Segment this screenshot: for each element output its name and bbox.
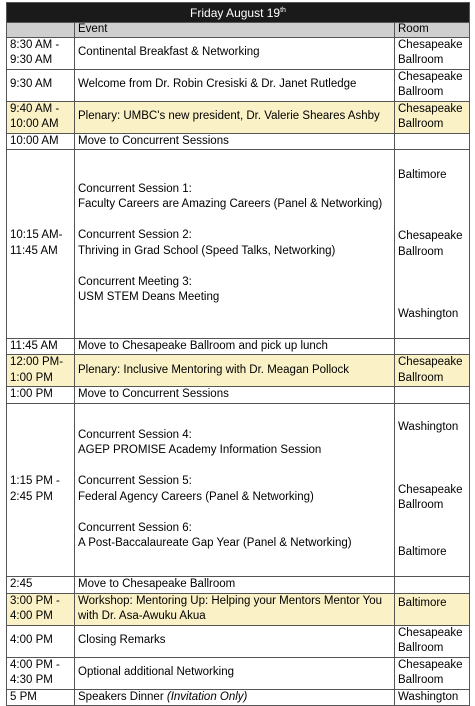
event-text: Speakers Dinner — [78, 690, 167, 703]
event-cell: Welcome from Dr. Robin Cresiski & Dr. Janet Rutledge — [75, 69, 395, 101]
event-cell: Plenary: Inclusive Mentoring with Dr. Meagan Pollock — [75, 355, 395, 387]
event-cell: Optional additional Networking — [75, 657, 395, 689]
event-cell: Move to Chesapeake Ballroom — [75, 577, 395, 594]
session-detail: A Post-Baccalaureate Gap Year (Panel & Networking) — [78, 537, 352, 550]
room-label: Washington — [398, 307, 459, 320]
column-header-row — [7, 22, 470, 37]
session-detail: Faculty Careers are Amazing Careers (Panel & Networking) — [78, 198, 383, 211]
room-cell — [395, 387, 470, 404]
session-detail: AGEP PROMISE Academy Information Session — [78, 444, 322, 457]
room-label: Baltimore — [398, 546, 447, 558]
room-cell: Chesapeake Ballroom — [395, 101, 470, 133]
table-row-sessions — [7, 150, 470, 339]
session-title: Concurrent Session 6: — [78, 521, 192, 534]
column-header-time — [7, 22, 75, 37]
room-cell: Chesapeake Ballroom — [395, 69, 470, 101]
time-cell: 1:00 PM — [7, 387, 75, 404]
room-cell: Chesapeake Ballroom — [395, 37, 470, 69]
table-row-sessions — [7, 403, 470, 577]
session-title: Concurrent Session 5: — [78, 475, 192, 488]
room-label: Washington — [398, 421, 459, 433]
room-cell: Chesapeake Ballroom — [395, 657, 470, 689]
event-cell: Continental Breakfast & Networking — [75, 37, 395, 69]
sessions-cell — [75, 150, 395, 339]
session-title: Concurrent Session 4: — [78, 428, 192, 441]
time-cell: 2:45 — [7, 577, 75, 594]
event-cell: Move to Concurrent Sessions — [75, 387, 395, 404]
table-row-highlighted — [7, 355, 470, 387]
day-suffix: th — [280, 7, 286, 14]
event-cell: Plenary: UMBC's new president, Dr. Valerie Sheares Ashby — [75, 101, 395, 133]
day-header-row — [7, 3, 470, 23]
column-header-event: Event — [75, 22, 395, 37]
room-cell: Chesapeake Ballroom — [395, 625, 470, 657]
time-cell: 9:40 AM - 10:00 AM — [7, 101, 75, 133]
session-title: Concurrent Meeting 3: — [78, 275, 192, 288]
time-cell: 4:00 PM - 4:30 PM — [7, 657, 75, 689]
event-cell: Move to Chesapeake Ballroom and pick up lunch — [75, 338, 395, 355]
time-cell: 9:30 AM — [7, 69, 75, 101]
time-cell: 3:00 PM - 4:00 PM — [7, 593, 75, 625]
room-label: Chesapeake Ballroom — [398, 230, 463, 258]
room-cell — [395, 338, 470, 355]
room-cell: Baltimore — [395, 593, 470, 625]
room-cell: Chesapeake Ballroom — [395, 355, 470, 387]
event-note: (Invitation Only) — [166, 690, 248, 703]
room-cell — [395, 577, 470, 594]
table-row — [7, 625, 470, 657]
column-header-room: Room — [395, 22, 470, 37]
table-row — [7, 387, 470, 404]
table-row-highlighted — [7, 101, 470, 133]
table-row-highlighted — [7, 593, 470, 625]
event-cell: Closing Remarks — [75, 625, 395, 657]
table-row — [7, 657, 470, 689]
event-cell: Move to Concurrent Sessions — [75, 133, 395, 150]
time-cell: 12:00 PM- 1:00 PM — [7, 355, 75, 387]
session-detail: USM STEM Deans Meeting — [78, 291, 220, 304]
table-row — [7, 37, 470, 69]
time-cell: 8:30 AM - 9:30 AM — [7, 37, 75, 69]
time-cell: 4:00 PM — [7, 625, 75, 657]
room-cell: Washington — [395, 689, 470, 706]
event-cell: Workshop: Mentoring Up: Helping your Mentors Mentor You with Dr. Asa-Awuku Akua — [75, 593, 395, 625]
sessions-room-cell — [395, 150, 470, 339]
session-detail: Federal Agency Careers (Panel & Networking) — [78, 490, 314, 503]
table-row — [7, 69, 470, 101]
event-cell — [75, 689, 395, 706]
time-cell: 11:45 AM — [7, 338, 75, 355]
session-title: Concurrent Session 2: — [78, 229, 192, 242]
time-cell: 1:15 PM - 2:45 PM — [7, 403, 75, 577]
table-row — [7, 689, 470, 706]
session-title: Concurrent Session 1: — [78, 182, 192, 195]
schedule-table — [6, 2, 470, 706]
table-row — [7, 133, 470, 150]
sessions-cell — [75, 403, 395, 577]
room-label: Baltimore — [398, 168, 447, 181]
time-cell: 10:15 AM- 11:45 AM — [7, 150, 75, 339]
day-title — [7, 3, 470, 23]
room-label: Chesapeake Ballroom — [398, 483, 463, 511]
time-cell: 10:00 AM — [7, 133, 75, 150]
session-detail: Thriving in Grad School (Speed Talks, Networking) — [78, 244, 336, 257]
table-row — [7, 338, 470, 355]
day-label: Friday August 19 — [190, 6, 281, 20]
table-row — [7, 577, 470, 594]
room-cell — [395, 133, 470, 150]
time-cell: 5 PM — [7, 689, 75, 706]
sessions-room-cell — [395, 403, 470, 577]
